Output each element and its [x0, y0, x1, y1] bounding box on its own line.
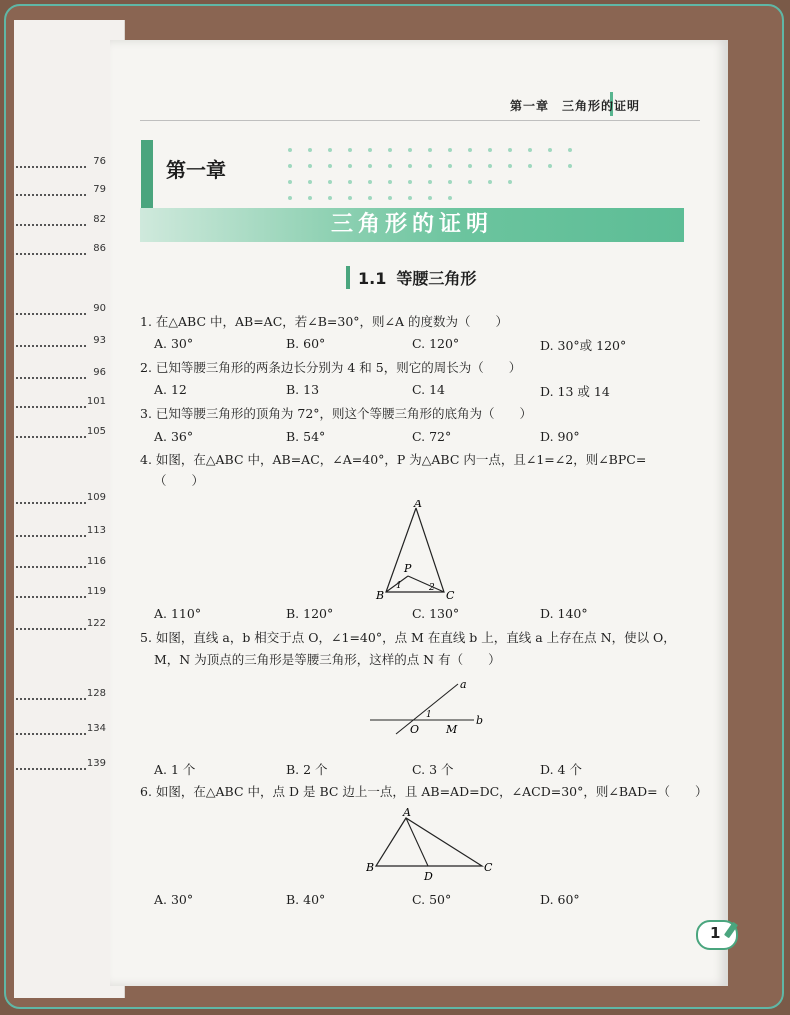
option: C. 130°	[412, 606, 460, 621]
option: A. 1 个	[154, 762, 196, 777]
section-heading	[346, 266, 476, 289]
option: C. 120°	[412, 336, 460, 351]
option: A. 12	[154, 382, 187, 397]
label-angle-1: 1	[396, 581, 402, 591]
option: D. 90°	[540, 429, 580, 444]
section-number: 1.1	[358, 269, 387, 288]
toc-entry: 128	[14, 688, 106, 702]
question-6: 6. 如图，在△ABC 中，点 D 是 BC 边上一点，且 AB=AD=DC，∠ACD=30°，则∠BAD=（ ）	[140, 784, 708, 799]
option: D. 4 个	[540, 762, 582, 777]
toc-entry: 86	[14, 243, 106, 257]
option: D. 30°或 120°	[540, 338, 627, 353]
label-c: C	[446, 589, 455, 600]
label-angle-1: 1	[426, 710, 432, 720]
label-a: A	[403, 808, 411, 819]
label-c: C	[484, 861, 493, 874]
option: A. 30°	[154, 892, 194, 907]
toc-entry: 119	[14, 586, 106, 600]
option: B. 54°	[286, 429, 326, 444]
label-o: O	[410, 723, 420, 736]
label-a: A	[414, 500, 422, 510]
toc-entry: 101	[14, 396, 106, 410]
option: B. 120°	[286, 606, 334, 621]
label-angle-2: 2	[429, 583, 435, 593]
option: D. 60°	[540, 892, 580, 907]
toc-entry: 134	[14, 723, 106, 737]
question-3: 3. 已知等腰三角形的顶角为 72°，则这个等腰三角形的底角为（ ）	[140, 406, 533, 421]
question-1: 1. 在△ABC 中，AB=AC，若∠B=30°，则∠A 的度数为（ ）	[140, 314, 509, 329]
option: D. 13 或 14	[540, 384, 610, 399]
label-line-a: a	[460, 678, 467, 691]
figure-6-triangle	[366, 808, 496, 888]
page-number: 1	[710, 924, 721, 942]
toc-entry: 79	[14, 184, 106, 198]
question-2: 2. 已知等腰三角形的两条边长分别为 4 和 5，则它的周长为（ ）	[140, 360, 522, 375]
chapter-banner: 三角形的证明	[140, 208, 684, 242]
chapter-marker	[141, 140, 153, 208]
toc-entry: 93	[14, 335, 106, 349]
workbook-page	[110, 40, 728, 986]
toc-entry: 96	[14, 367, 106, 381]
label-d: D	[424, 870, 433, 883]
option: C. 3 个	[412, 762, 454, 777]
option: A. 30°	[154, 336, 194, 351]
figure-4-triangle	[374, 500, 464, 600]
section-title: 等腰三角形	[396, 269, 477, 288]
option: C. 50°	[412, 892, 452, 907]
question-4-blank: （ ）	[154, 473, 205, 488]
option: B. 13	[286, 382, 320, 397]
question-5: 5. 如图，直线 a，b 相交于点 O，∠1=40°，点 M 在直线 b 上，直线 a 上存在点 N，使以 O，	[140, 630, 676, 645]
toc-entry: 90	[14, 303, 106, 317]
toc-entry: 122	[14, 618, 106, 632]
option: B. 2 个	[286, 762, 328, 777]
left-page-toc	[14, 20, 125, 998]
option: A. 110°	[154, 606, 202, 621]
label-m: M	[446, 723, 458, 736]
toc-entry: 76	[14, 156, 106, 170]
header-rule	[140, 120, 700, 121]
figure-5-lines	[366, 676, 486, 736]
toc-entry: 82	[14, 214, 106, 228]
toc-entry: 113	[14, 525, 106, 539]
option: C. 72°	[412, 429, 452, 444]
option: B. 40°	[286, 892, 326, 907]
toc-entry: 109	[14, 492, 106, 506]
label-b: B	[366, 861, 375, 874]
label-b: B	[376, 589, 385, 600]
option: B. 60°	[286, 336, 326, 351]
chapter-label: 第一章	[166, 158, 226, 182]
toc-entry: 105	[14, 426, 106, 440]
toc-entry: 116	[14, 556, 106, 570]
page-number-badge	[696, 920, 736, 948]
option: A. 36°	[154, 429, 194, 444]
option: C. 14	[412, 382, 445, 397]
toc-entry: 139	[14, 758, 106, 772]
photo-frame	[4, 4, 784, 1009]
question-5-line2: M，N 为顶点的三角形是等腰三角形，这样的点 N 有（ ）	[154, 652, 501, 667]
option: D. 140°	[540, 606, 588, 621]
question-4: 4. 如图，在△ABC 中，AB=AC，∠A=40°，P 为△ABC 内一点，且∠1=∠2，则∠BPC=	[140, 452, 647, 467]
running-head: 第一章 三角形的证明	[510, 99, 641, 113]
label-p: P	[404, 562, 412, 575]
label-line-b: b	[476, 714, 484, 727]
decorative-dot-grid	[280, 140, 640, 210]
